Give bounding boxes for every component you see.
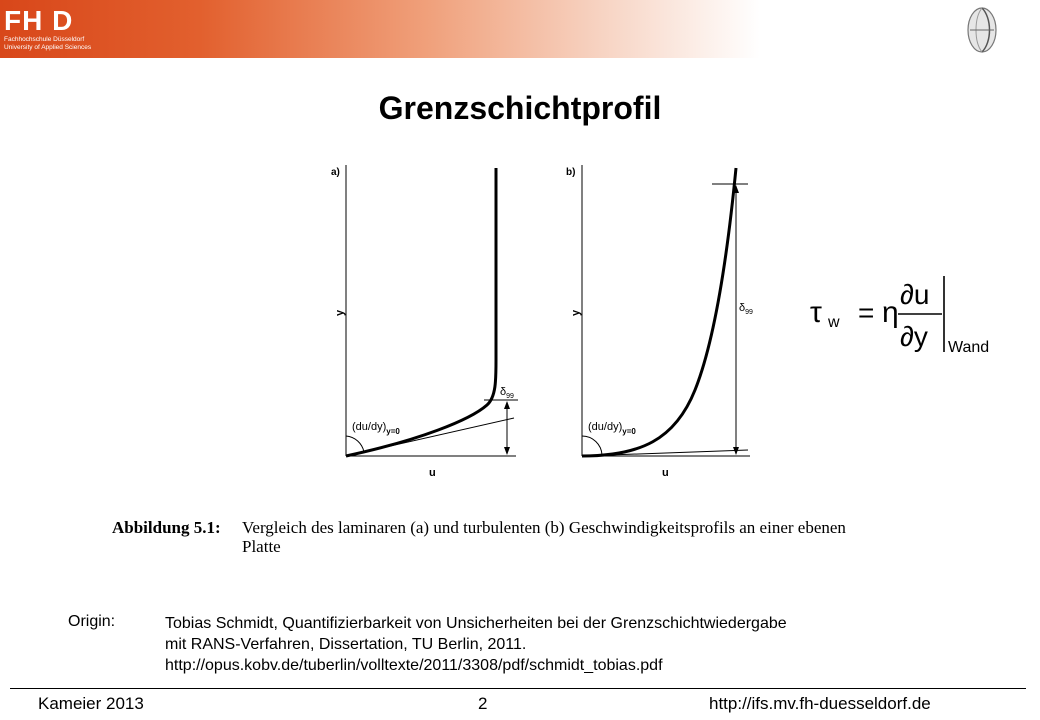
origin-label: Origin: [68, 613, 116, 630]
caption-line-1: Vergleich des laminaren (a) und turbulenten (b) Geschwindigkeitsprofils an einer ebenen [242, 518, 846, 537]
formula-numerator: ∂u [900, 279, 930, 310]
footer-divider [10, 688, 1026, 689]
logo-line-1: Fachhochschule Düsseldorf [4, 36, 85, 43]
slide-title: Grenzschichtprofil [378, 90, 662, 126]
panel-a-delta-label: $\delta_{99}$ [500, 386, 514, 400]
formula-eta: η [882, 296, 899, 329]
panel-b-y-label: y [570, 309, 582, 316]
panel-b-delta-label: $\delta_{99}$ [739, 302, 753, 316]
panel-b-wall-tangent [582, 450, 748, 456]
formula-equals: = [858, 297, 875, 328]
panel-b-velocity-profile [582, 168, 736, 456]
panel-b-gradient-label: $(du/dy)_{y=0}$ [588, 421, 636, 436]
panel-a-velocity-profile [346, 168, 496, 456]
panel-b [566, 165, 753, 479]
origin-line-2: mit RANS-Verfahren, Dissertation, TU Berlin, 2011. [165, 636, 527, 653]
caption-line-2: Platte [242, 537, 281, 556]
origin-reference [165, 613, 787, 676]
panel-a-arrowhead-top [504, 401, 510, 409]
logo-line-2: University of Applied Sciences [4, 44, 92, 51]
formula-tau: τ [810, 296, 822, 329]
formula-denominator: ∂y [900, 321, 928, 352]
panel-a-label: a) [331, 167, 340, 178]
footer-website-link[interactable]: http://ifs.mv.fh-duesseldorf.de [709, 694, 931, 713]
panel-b-angle-arc [582, 436, 602, 455]
formula-tau-sub: w [828, 314, 840, 331]
footer-author: Kameier 2013 [38, 694, 144, 713]
panel-a-angle-arc [346, 436, 364, 452]
figure-caption [112, 518, 992, 556]
panel-b-label: b) [566, 167, 576, 178]
panel-b-x-label: u [662, 467, 669, 479]
panel-a-y-label: y [334, 309, 346, 316]
caption-label: Abbildung 5.1: [112, 518, 221, 537]
origin-line-1: Tobias Schmidt, Quantifizierbarkeit von Unsicherheiten bei der Grenzschichtwiedergabe [165, 615, 787, 632]
panel-a-arrowhead-bottom [504, 447, 510, 455]
logo-mark: FH D [4, 5, 74, 36]
panel-a-gradient-label: $(du/dy)_{y=0}$ [352, 421, 400, 436]
page-number: 2 [478, 694, 488, 713]
wall-shear-formula [806, 272, 1006, 362]
formula-eval-sub: Wand [948, 339, 990, 356]
origin-url[interactable]: http://opus.kobv.de/tuberlin/volltexte/2011/3308/pdf/schmidt_tobias.pdf [165, 657, 663, 674]
panel-a [331, 165, 518, 479]
panel-a-x-label: u [429, 467, 436, 479]
